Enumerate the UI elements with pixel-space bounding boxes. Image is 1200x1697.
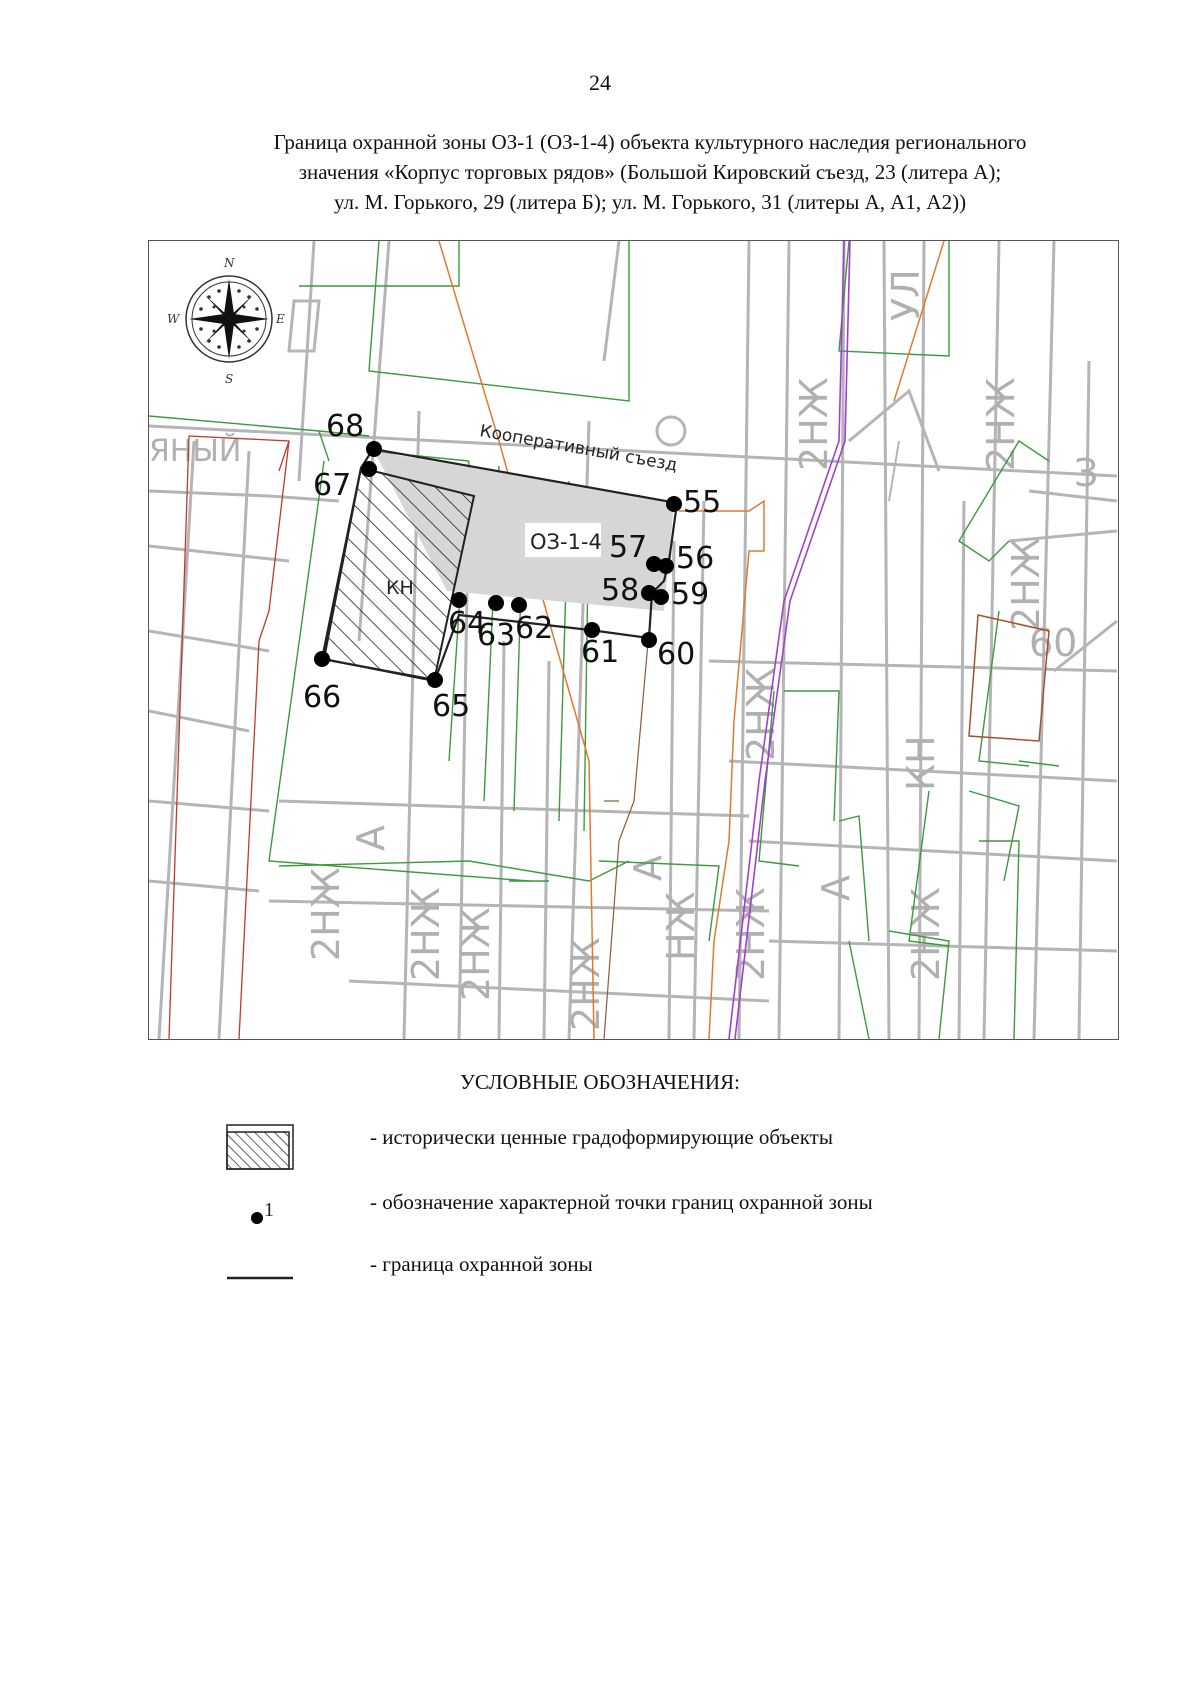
bg-label: 2НЖ xyxy=(979,377,1023,471)
bg-label: 2НЖ xyxy=(729,887,773,981)
point-label-67: 67 xyxy=(313,468,352,503)
bg-label: 2НЖ xyxy=(792,377,836,471)
zone-label-box xyxy=(525,523,602,557)
background-labels xyxy=(149,269,1098,1031)
point-label-62: 62 xyxy=(515,611,554,646)
point-60-marker xyxy=(641,632,657,648)
point-label-64: 64 xyxy=(448,606,487,641)
point-63-marker xyxy=(488,595,504,611)
boundary-line-icon xyxy=(225,1250,295,1300)
title-line-3: ул. М. Горького, 29 (литера Б); ул. М. Горького, 31 (литеры А, А1, А2)) xyxy=(333,190,967,214)
page-title xyxy=(150,127,1150,217)
bg-label: 60 xyxy=(1029,621,1078,665)
brown-line xyxy=(604,631,649,1039)
point-59-marker xyxy=(653,589,669,605)
object-label: КН xyxy=(386,577,414,599)
street-label xyxy=(478,421,679,475)
bg-label: 2НЖ xyxy=(454,907,498,1001)
point-label-61: 61 xyxy=(581,635,620,670)
bg-label: 2НЖ xyxy=(564,937,608,1031)
title-line-1: Граница охранной зоны ОЗ-1 (ОЗ-1-4) объекта культурного наследия регионального xyxy=(273,130,1027,154)
bg-label: КН xyxy=(899,735,943,791)
bg-label: ЯНЫЙ xyxy=(149,434,242,469)
zone-label: ОЗ-1-4 xyxy=(530,530,602,554)
bg-label: 2НЖ xyxy=(739,667,783,761)
point-label-56: 56 xyxy=(676,541,715,576)
bg-label: А xyxy=(814,875,858,901)
point-label-58: 58 xyxy=(601,573,640,608)
point-label-66: 66 xyxy=(303,680,342,715)
bg-label: 2НЖ xyxy=(404,887,448,981)
compass-rose xyxy=(167,256,285,386)
legend-title: УСЛОВНЫЕ ОБОЗНАЧЕНИЯ: xyxy=(460,1070,740,1094)
point-68-marker xyxy=(366,441,382,457)
legend-text-historic-objects: - исторически ценные градоформирующие объекты xyxy=(370,1125,833,1149)
compass-w: W xyxy=(167,312,180,326)
bg-label: 2НЖ xyxy=(304,867,348,961)
bg-label: 2НЖ xyxy=(1004,537,1048,631)
bg-label: А xyxy=(349,825,393,851)
legend-item-historic-objects xyxy=(225,1123,1125,1173)
red-lines xyxy=(169,436,289,1039)
map-svg xyxy=(149,241,1118,1039)
bg-label: 2НЖ xyxy=(904,887,948,981)
bg-label: А xyxy=(626,855,670,881)
compass-s: S xyxy=(225,372,234,386)
legend-text-zone-boundary: - граница охранной зоны xyxy=(370,1252,593,1276)
point-label-63: 63 xyxy=(477,618,516,653)
point-66-marker xyxy=(314,651,330,667)
compass-e: E xyxy=(276,312,285,326)
point-label-55: 55 xyxy=(683,485,722,520)
point-55-marker xyxy=(666,496,682,512)
compass-n: N xyxy=(224,256,235,270)
bg-label: НЖ xyxy=(659,891,703,961)
hatched-rect-icon xyxy=(225,1123,295,1173)
legend-point-number: 1 xyxy=(264,1199,274,1221)
point-label-65: 65 xyxy=(432,689,471,724)
bg-label: УЛ xyxy=(884,269,928,321)
legend-item-characteristic-point xyxy=(225,1188,1125,1238)
bg-label: З xyxy=(1074,451,1099,495)
point-label-60: 60 xyxy=(657,637,696,672)
point-marker-icon xyxy=(225,1188,295,1238)
background-plan xyxy=(149,241,1117,1039)
point-label-68: 68 xyxy=(326,409,365,444)
street-name: Кооперативный съезд xyxy=(478,421,679,476)
point-65-marker xyxy=(427,672,443,688)
point-57-marker xyxy=(646,556,662,572)
legend-item-zone-boundary xyxy=(225,1250,1125,1300)
point-label-57: 57 xyxy=(609,530,648,565)
page-number: 24 xyxy=(589,70,611,95)
point-67-marker xyxy=(361,461,377,477)
map-panel xyxy=(148,240,1119,1040)
point-label-59: 59 xyxy=(671,577,710,612)
legend-text-characteristic-point: - обозначение характерной точки границ охранной зоны xyxy=(370,1190,873,1214)
title-line-2: значения «Корпус торговых рядов» (Большой Кировский съезд, 23 (литера А); xyxy=(298,160,1002,184)
